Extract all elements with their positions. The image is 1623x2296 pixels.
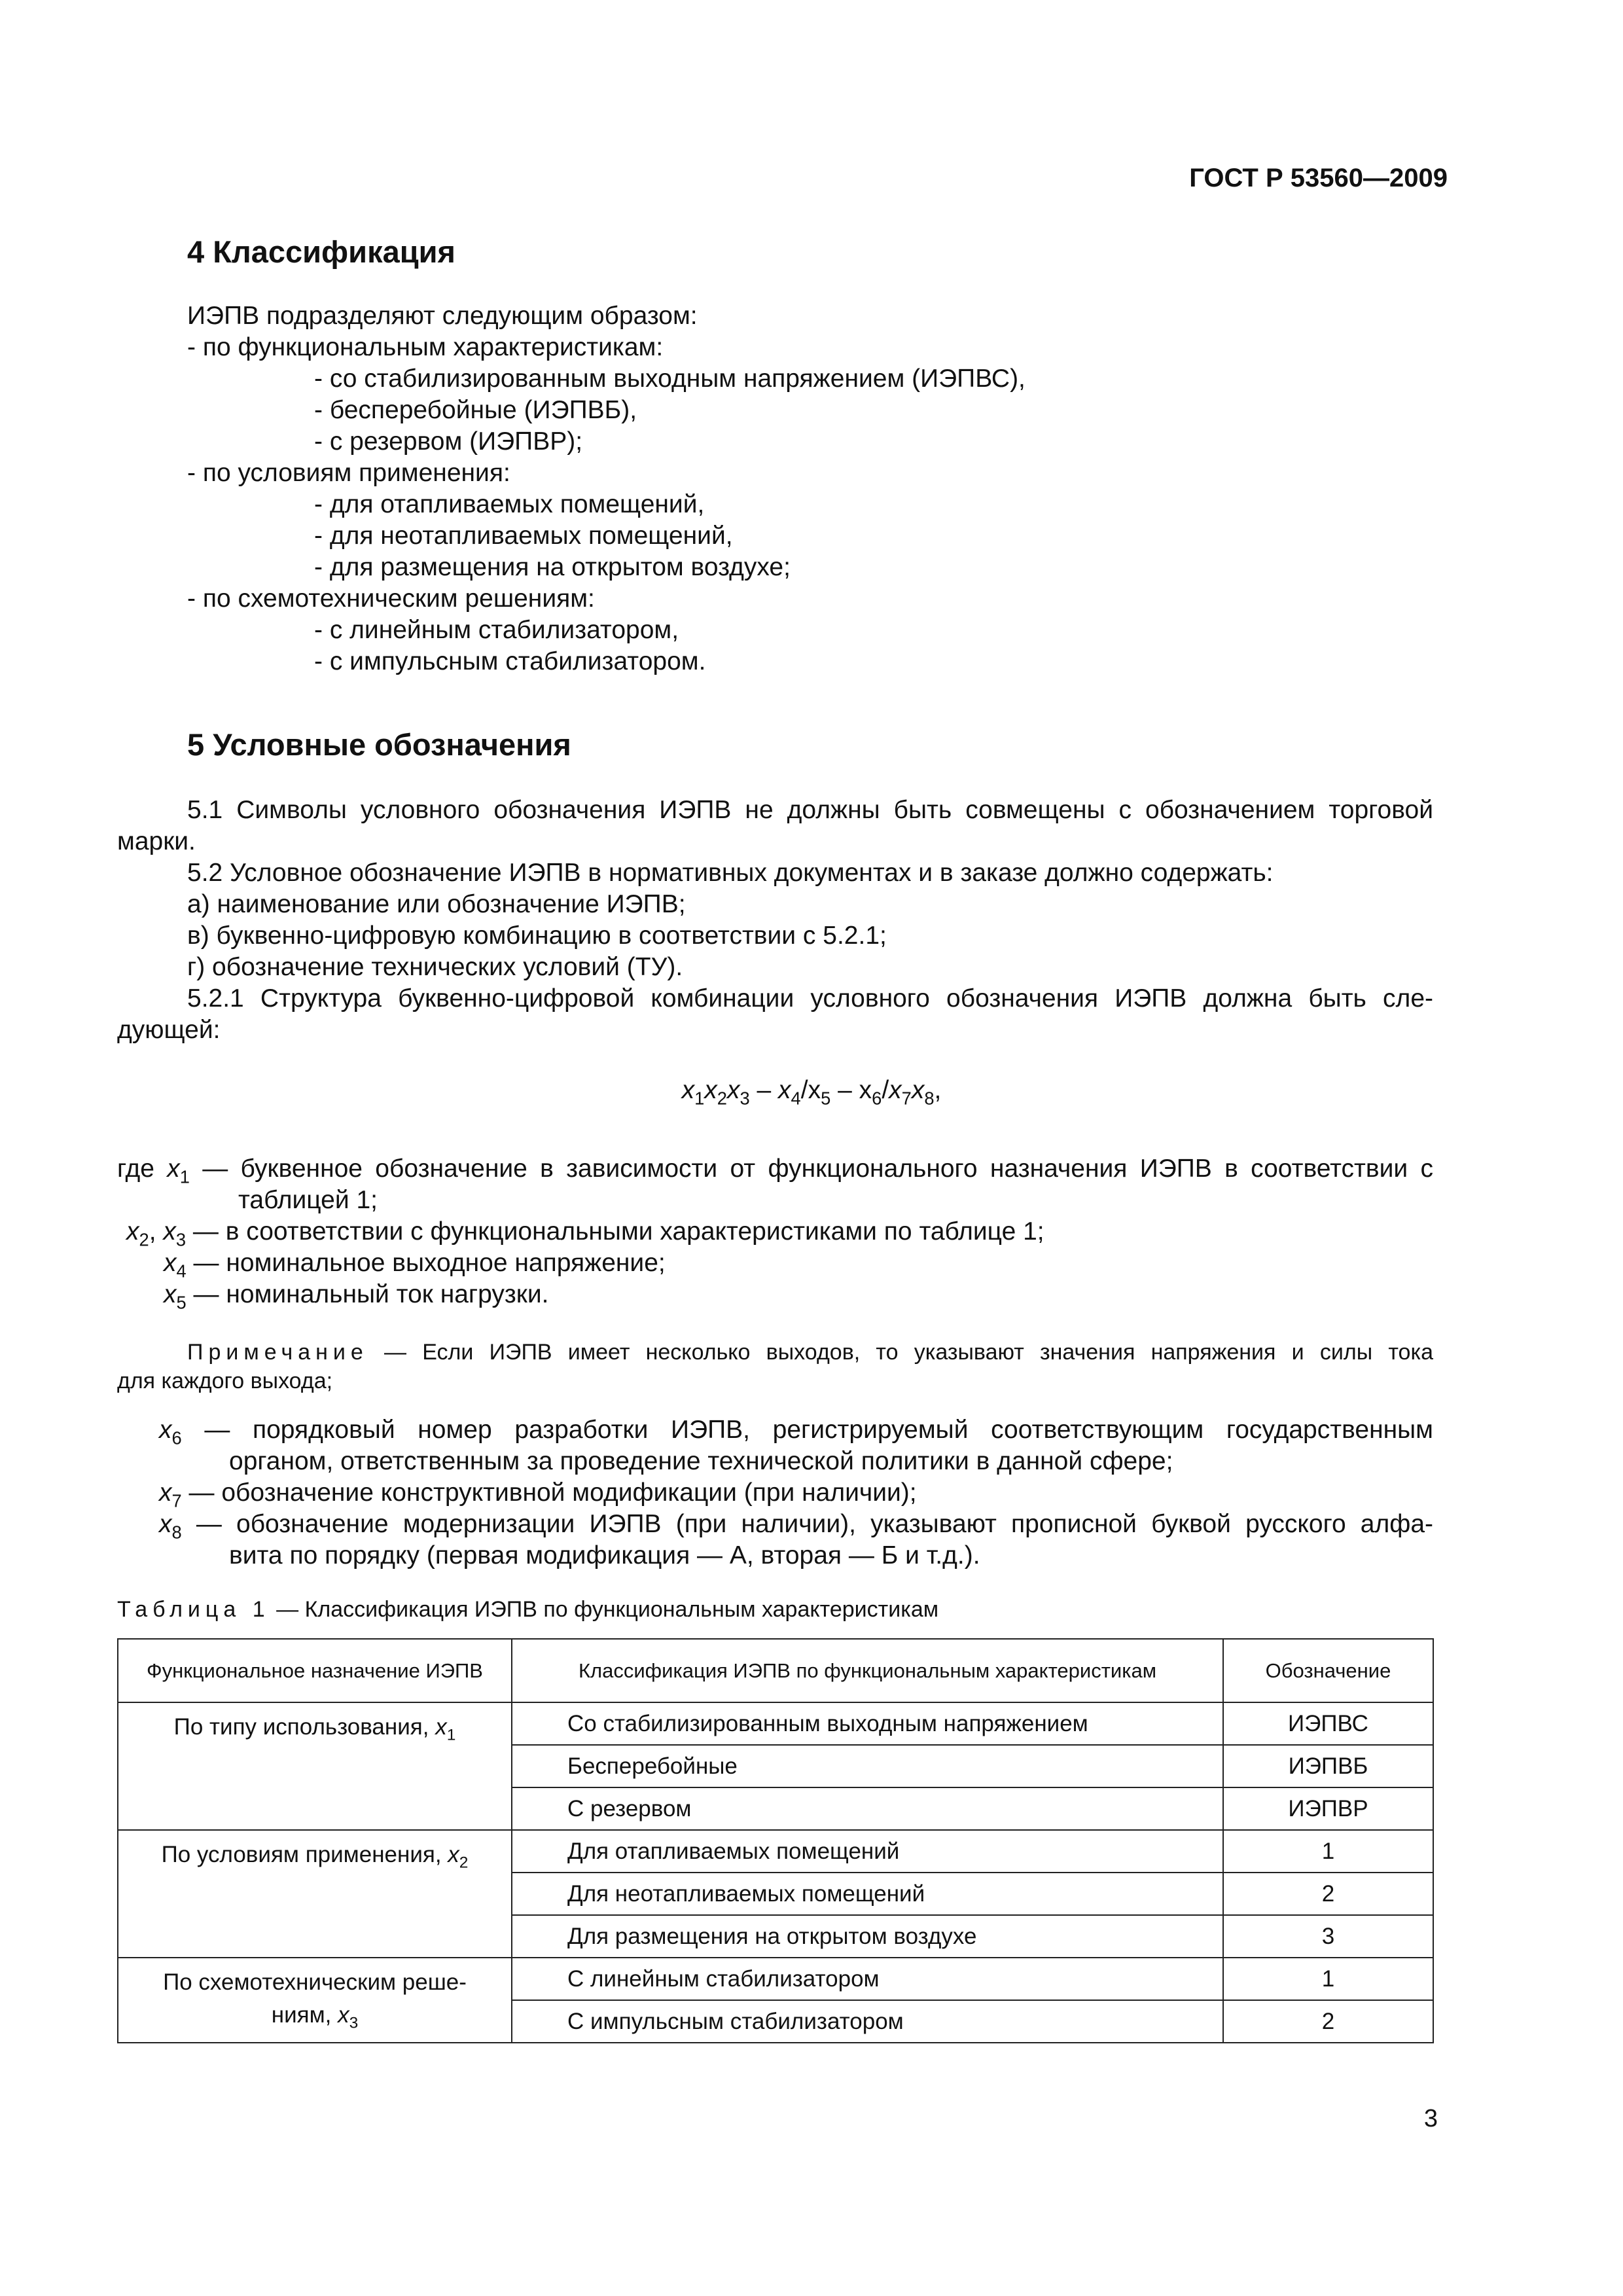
definition-x8-continued: вита по порядку (первая модификация — А, вторая — Б и т.д.). bbox=[229, 1541, 980, 1570]
list-subitem: - со стабилизированным выходным напряжением (ИЭПВС), bbox=[314, 365, 1026, 393]
table-cell-purpose: По схемотехническим реше- ниям, $x_3$ bbox=[118, 1958, 512, 2043]
table-cell-designation: 1 bbox=[1223, 1958, 1433, 2000]
table-cell-classification: Для неотапливаемых помещений bbox=[512, 1873, 1223, 1915]
list-subitem: - с резервом (ИЭПВР); bbox=[314, 427, 583, 456]
definition-x6: $x_6$ — порядковый номер разработки ИЭПВ, регистрируемый соответствующим государственным bbox=[159, 1416, 1433, 1448]
table-cell-classification: Для размещения на открытом воздухе bbox=[512, 1915, 1223, 1958]
definition-x8: $x_8$ — обозначение модернизации ИЭПВ (при наличии), указывают прописной буквой русского алфа- bbox=[159, 1510, 1433, 1543]
list-item-g: г) обозначение технических условий (ТУ). bbox=[187, 953, 683, 981]
table-cell-designation: ИЭПВБ bbox=[1223, 1745, 1433, 1787]
table-caption: Таблица 1 — Классификация ИЭПВ по функциональным характеристикам bbox=[117, 1597, 939, 1622]
column-header: Обозначение bbox=[1223, 1639, 1433, 1702]
list-subitem: - с импульсным стабилизатором. bbox=[314, 647, 706, 675]
page-number: 3 bbox=[1423, 2105, 1438, 2132]
table-cell-designation: ИЭПВС bbox=[1223, 1702, 1433, 1745]
table-cell-designation: 2 bbox=[1223, 2000, 1433, 2043]
table-cell-designation: ИЭПВР bbox=[1223, 1787, 1433, 1830]
table-cell-classification: Для отапливаемых помещений bbox=[512, 1830, 1223, 1873]
table-cell-purpose: По условиям применения, $x_2$ bbox=[118, 1830, 512, 1958]
list-item-a: а) наименование или обозначение ИЭПВ; bbox=[187, 890, 686, 918]
list-item-functional: - по функциональным характеристикам: bbox=[187, 333, 664, 361]
list-subitem: - для неотапливаемых помещений, bbox=[314, 522, 733, 550]
list-item-v: в) буквенно-цифровую комбинацию в соответствии с 5.2.1; bbox=[187, 922, 887, 950]
definition-x5: $x_5$ — номинальный ток нагрузки. bbox=[164, 1280, 549, 1313]
classification-intro: ИЭПВ подразделяют следующим образом: bbox=[187, 302, 698, 330]
list-item-conditions: - по условиям применения: bbox=[187, 459, 510, 487]
table-row bbox=[118, 1702, 1433, 1745]
list-subitem: - с линейным стабилизатором, bbox=[314, 616, 679, 644]
note-continued: для каждого выхода; bbox=[117, 1369, 333, 1393]
paragraph-5-1: 5.1 Символы условного обозначения ИЭПВ не должны быть совмещены с обозначением торговой bbox=[187, 796, 1433, 824]
paragraph-5-2: 5.2 Условное обозначение ИЭПВ в нормативных документах и в заказе должно содержать: bbox=[187, 859, 1274, 887]
definition-x2-x3: $x_2$, $x_3$ — в соответствии с функциональными характеристиками по таблице 1; bbox=[126, 1217, 1044, 1250]
list-subitem: - бесперебойные (ИЭПВБ), bbox=[314, 396, 637, 424]
document-standard-code: ГОСТ Р 53560—2009 bbox=[1189, 164, 1448, 192]
table-cell-classification: С линейным стабилизатором bbox=[512, 1958, 1223, 2000]
designation-formula: $x_1x_2x_3 - x_4/x_5 - x_6/x_7x_8$, bbox=[681, 1076, 942, 1109]
note-paragraph: Примечание — Если ИЭПВ имеет несколько выходов, то указывают значения напряжения и силы тока bbox=[187, 1340, 1433, 1365]
list-subitem: - для отапливаемых помещений, bbox=[314, 490, 705, 518]
table-row bbox=[118, 1830, 1433, 1873]
column-header: Классификация ИЭПВ по функциональным характеристикам bbox=[512, 1639, 1223, 1702]
definition-x6-continued: органом, ответственным за проведение технической политики в данной сфере; bbox=[229, 1447, 1173, 1475]
column-header: Функциональное назначение ИЭПВ bbox=[118, 1639, 512, 1702]
definition-x1-continued: таблицей 1; bbox=[238, 1186, 378, 1214]
section-4-heading: 4 Классификация bbox=[187, 234, 455, 269]
table-row bbox=[118, 1958, 1433, 2000]
classification-table bbox=[117, 1638, 1434, 2043]
definition-x4: $x_4$ — номинальное выходное напряжение; bbox=[164, 1249, 666, 1282]
table-cell-classification: Со стабилизированным выходным напряжением bbox=[512, 1702, 1223, 1745]
table-header-row bbox=[118, 1639, 1433, 1702]
table-cell-purpose: По типу использования, $x_1$ bbox=[118, 1702, 512, 1830]
list-item-circuitry: - по схемотехническим решениям: bbox=[187, 584, 595, 613]
definition-x7: $x_7$ — обозначение конструктивной модификации (при наличии); bbox=[159, 1479, 917, 1511]
table-cell-classification: Бесперебойные bbox=[512, 1745, 1223, 1787]
paragraph-5-2-1-continued: дующей: bbox=[117, 1016, 221, 1044]
definition-x1: где $x_1$ — буквенное обозначение в зависимости от функционального назначения ИЭПВ в соответствии с bbox=[117, 1155, 1434, 1187]
table-cell-designation: 1 bbox=[1223, 1830, 1433, 1873]
table-cell-designation: 2 bbox=[1223, 1873, 1433, 1915]
table-cell-classification: С импульсным стабилизатором bbox=[512, 2000, 1223, 2043]
list-subitem: - для размещения на открытом воздухе; bbox=[314, 553, 791, 581]
table-cell-designation: 3 bbox=[1223, 1915, 1433, 1958]
table-cell-classification: С резервом bbox=[512, 1787, 1223, 1830]
paragraph-5-2-1: 5.2.1 Структура буквенно-цифровой комбинации условного обозначения ИЭПВ должна быть сле- bbox=[187, 984, 1433, 1013]
section-5-heading: 5 Условные обозначения bbox=[187, 727, 571, 762]
paragraph-5-1-continued: марки. bbox=[117, 827, 196, 855]
